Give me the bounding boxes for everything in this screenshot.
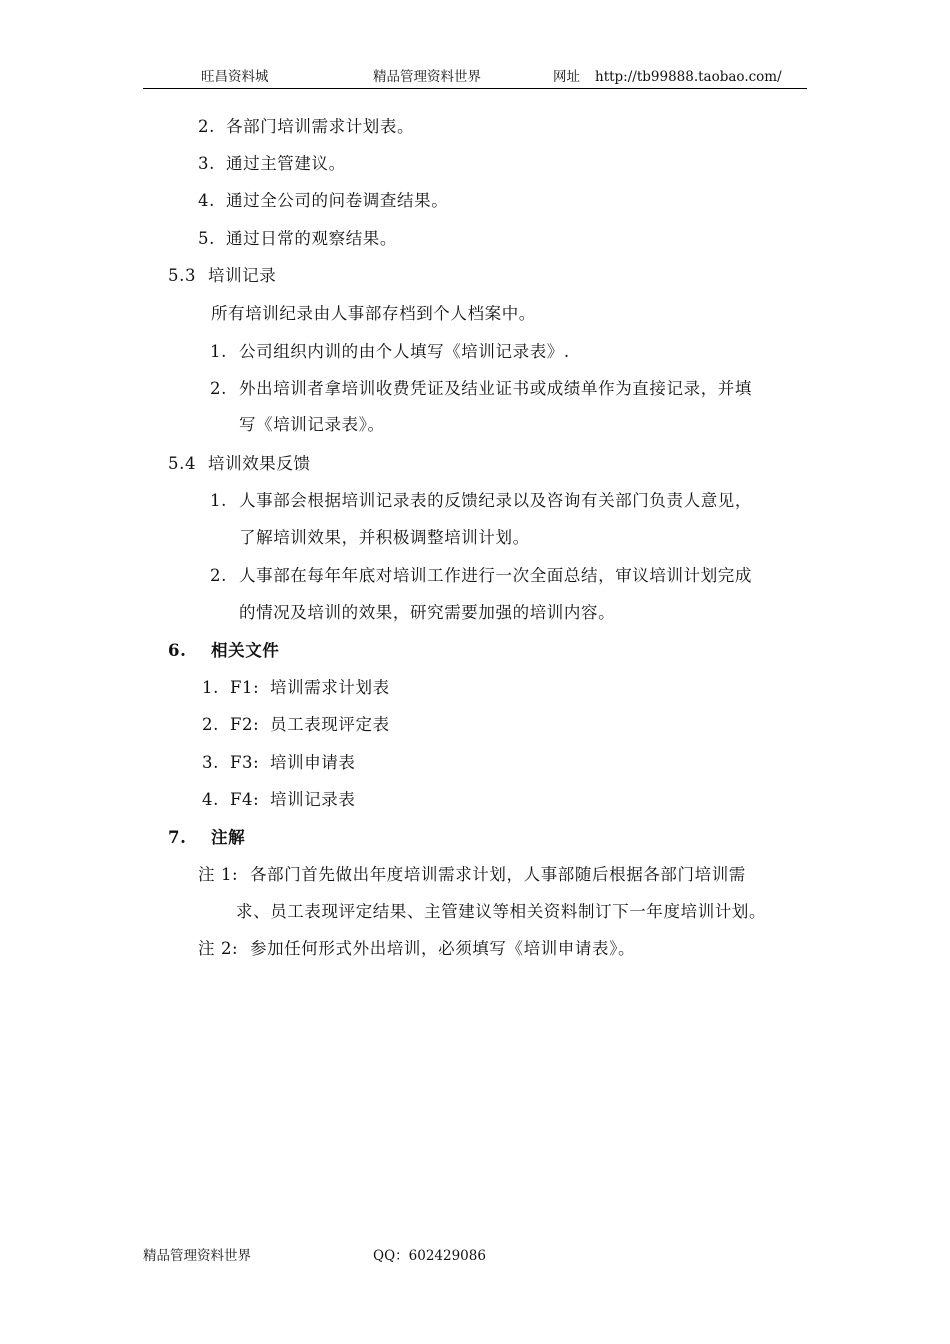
header-url-label: 网址 xyxy=(553,69,580,85)
section-6-heading: 6. 相关文件 xyxy=(168,641,280,660)
list-item: 2. 各部门培训需求计划表。 xyxy=(198,117,415,136)
file-item: 2. F2: 员工表现评定表 xyxy=(202,715,390,734)
footer-qq: QQ：602429086 xyxy=(373,1248,486,1264)
list-item: 2. 人事部在每年年底对培训工作进行一次全面总结，审议培训计划完成 xyxy=(210,566,752,585)
header-left: 旺昌资料城 xyxy=(201,69,269,85)
file-item: 1. F1: 培训需求计划表 xyxy=(202,678,390,697)
header-url[interactable]: http://tb99888.taobao.com/ xyxy=(595,69,782,85)
list-item: 4. 通过全公司的问卷调查结果。 xyxy=(198,191,449,210)
footer-left: 精品管理资料世界 xyxy=(143,1248,251,1264)
list-item-continuation: 的情况及培训的效果，研究需要加强的培训内容。 xyxy=(239,603,616,622)
header-divider xyxy=(143,88,807,89)
list-item-continuation: 了解培训效果，并积极调整培训计划。 xyxy=(239,528,530,547)
list-item: 1. 人事部会根据培训记录表的反馈纪录以及咨询有关部门负责人意见， xyxy=(210,491,752,510)
list-item-continuation: 写《培训记录表》。 xyxy=(239,415,385,434)
list-item: 5. 通过日常的观察结果。 xyxy=(198,229,397,248)
section-5-3-intro: 所有培训纪录由人事部存档到个人档案中。 xyxy=(211,304,536,323)
section-7-heading: 7. 注解 xyxy=(168,828,246,847)
list-item: 3. 通过主管建议。 xyxy=(198,154,346,173)
list-item: 1. 公司组织内训的由个人填写《培训记录表》. xyxy=(210,342,570,361)
header-center: 精品管理资料世界 xyxy=(373,69,481,85)
file-item: 4. F4: 培训记录表 xyxy=(202,790,356,809)
note-item: 注 2: 参加任何形式外出培训，必须填写《培训申请表》。 xyxy=(198,939,636,958)
note-item: 注 1: 各部门首先做出年度培训需求计划，人事部随后根据各部门培训需 xyxy=(198,865,746,884)
list-item: 2. 外出培训者拿培训收费凭证及结业证书或成绩单作为直接记录，并填 xyxy=(210,379,752,398)
file-item: 3. F3: 培训申请表 xyxy=(202,753,356,772)
section-5-4-heading: 5.4 培训效果反馈 xyxy=(168,454,311,473)
section-5-3-heading: 5.3 培训记录 xyxy=(168,266,277,285)
note-item-continuation: 求、员工表现评定结果、主管建议等相关资料制订下一年度培训计划。 xyxy=(236,902,767,921)
